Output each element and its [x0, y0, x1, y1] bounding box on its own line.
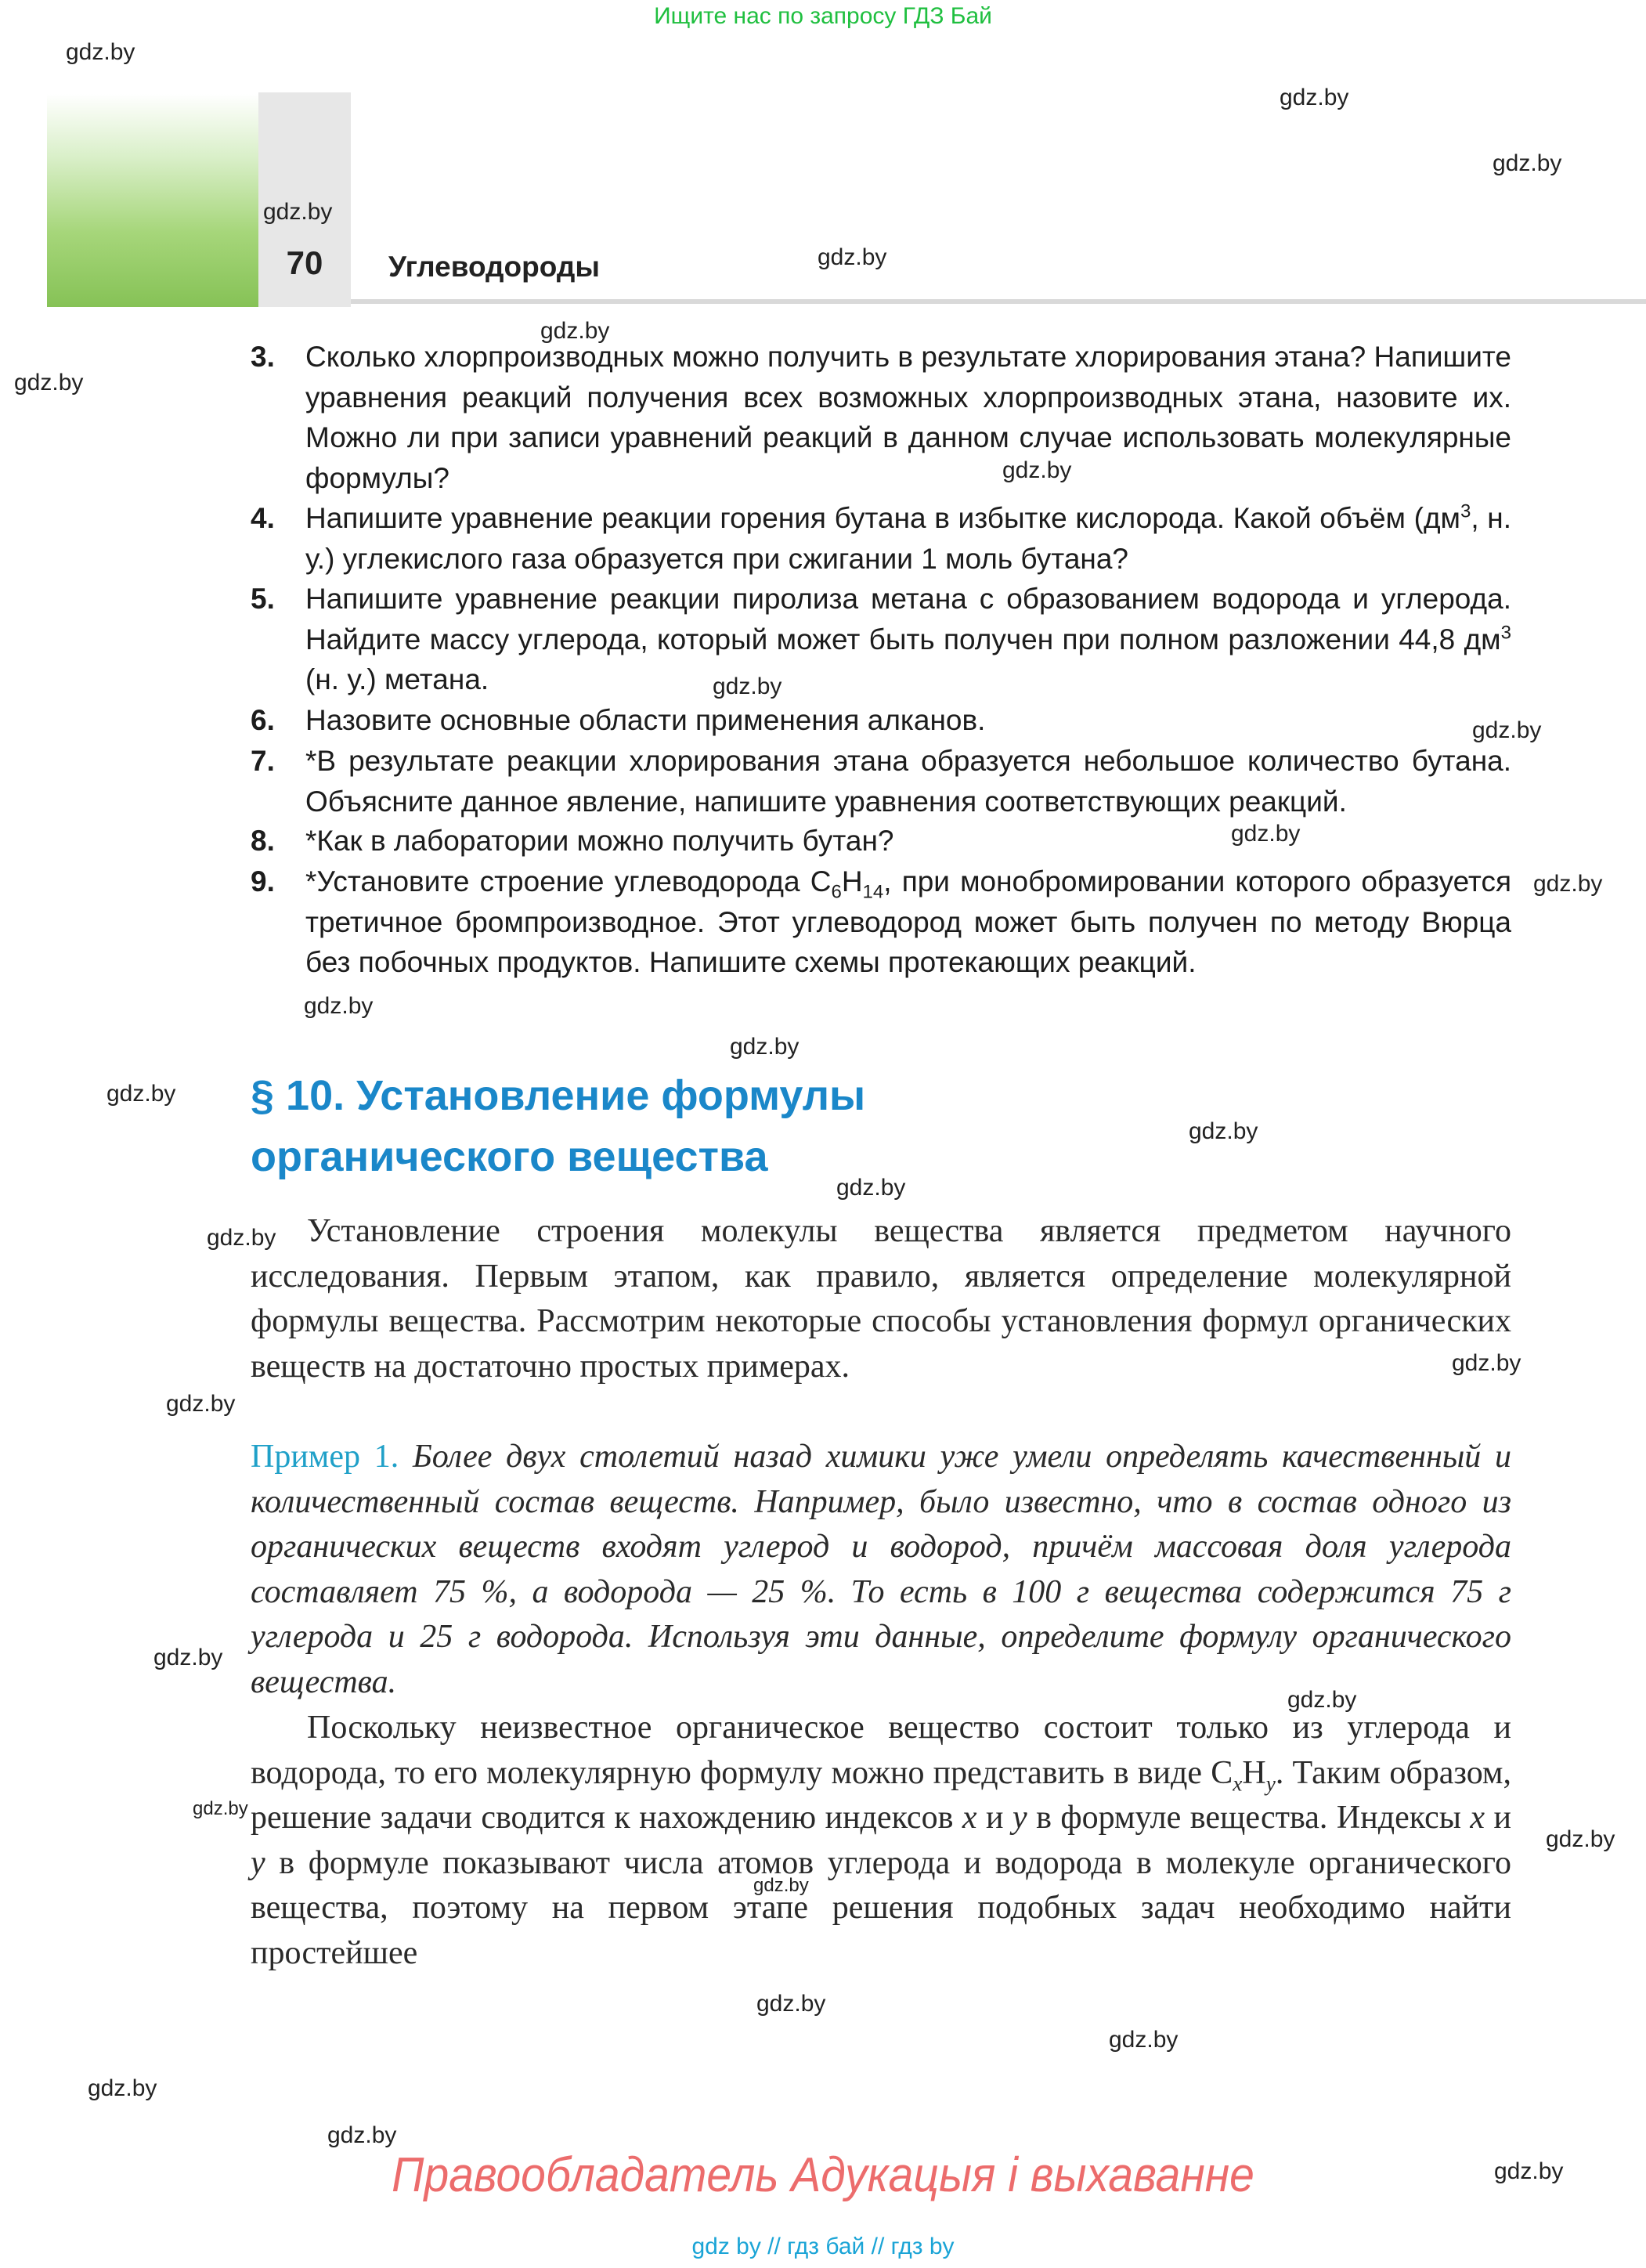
question-number: 3.: [251, 341, 275, 373]
watermark: gdz.by: [1533, 871, 1603, 897]
intro-paragraph: Установление строения молекулы вещества является предметом научного исследования. Первым этапом, как правило, является определение молекулярной формулы вещества. Рассмотрим некоторые способы установления формул органических веществ на достаточно простых примерах.: [251, 1213, 1511, 1385]
example-label: Пример 1.: [251, 1439, 399, 1475]
watermark: gdz.by: [1494, 2158, 1564, 2184]
watermark: gdz.by: [730, 1034, 800, 1060]
watermark: gdz.by: [818, 244, 887, 270]
watermark: gdz.by: [1189, 1118, 1258, 1144]
watermark: gdz.by: [1109, 2027, 1179, 2053]
question-number: 7.: [251, 745, 275, 777]
question-text: Сколько хлорпроизводных можно получить в результате хлорирования этана? Напишите уравнения реакций получения всех возможных хлорпроизводных этана, назовите их. Можно ли при записи уравнений реакций в данном случае использовать молекулярные формулы?: [305, 341, 1511, 494]
question-number: 6.: [251, 704, 275, 736]
watermark: gdz.by: [193, 1798, 248, 1819]
watermark: gdz.by: [304, 993, 374, 1019]
bottom-links[interactable]: gdz by // гдз бай // гдз by: [691, 2234, 955, 2259]
question-3: [251, 337, 1511, 498]
watermark: gdz.by: [540, 318, 610, 344]
question-5: [251, 579, 1511, 700]
watermark: gdz.by: [207, 1225, 276, 1251]
question-number: 5.: [251, 583, 275, 615]
watermark: gdz.by: [1493, 150, 1562, 176]
watermark: gdz.by: [14, 370, 84, 395]
question-text: *Установите строение углеводорода $C_6H_{14}$, при монобромировании которого образуется третичное бромпроизводное. Этот углеводород может быть получен по методу Вюрца без побочных продуктов. Напишите схемы протекающих реакций.: [305, 865, 1511, 978]
body-paragraph: Поскольку неизвестное органическое вещество состоит только из углерода и водорода, то его молекулярную формулу можно представить в виде $C_xH_y$. Таким образом, решение задачи сводится к нахождению индексов x и y в формуле вещества. Индексы x и y в формуле показывают числа атомов углерода и водорода в молекуле органического вещества, поэтому на первом этапе решения подобных задач необходимо найти простейшее: [251, 1710, 1512, 1971]
watermark: gdz.by: [88, 2075, 157, 2101]
page-number: 70: [286, 244, 323, 281]
question-4: [251, 498, 1511, 579]
watermark: gdz.by: [1002, 457, 1072, 483]
section-heading: [251, 1065, 865, 1187]
question-text: Напишите уравнение реакции пиролиза метана с образованием водорода и углерода. Найдите массу углерода, который может быть получен при полном разложении 44,8 $дм^3$ (н. у.) метана.: [305, 583, 1511, 695]
question-6: [251, 700, 1511, 741]
watermark: gdz.by: [66, 39, 135, 65]
watermark: gdz.by: [327, 2122, 397, 2148]
question-7: [251, 741, 1511, 822]
watermark: gdz.by: [836, 1175, 906, 1201]
question-number: 9.: [251, 865, 275, 897]
watermark: gdz.by: [1231, 821, 1301, 847]
question-8: [251, 821, 1511, 861]
section-heading-line2: органического вещества: [251, 1133, 768, 1180]
watermark: gdz.by: [1287, 1687, 1357, 1713]
example-text: Более двух столетий назад химики уже умели определять качественный и количественный состав веществ. Например, было известно, что в состав одного из органических веществ входят углерод и водород, причём массовая доля углерода составляет 75 %, а водорода — 25 %. То есть в 100 г вещества содержится 75 г углерода и 25 г водорода. Используя эти данные, определите формулу органического вещества.: [251, 1439, 1512, 1700]
watermark: gdz.by: [263, 199, 333, 225]
header-divider: [351, 299, 1646, 304]
watermark: gdz.by: [1546, 1826, 1615, 1852]
watermark: gdz.by: [106, 1081, 176, 1107]
example-paragraph: [251, 1435, 1511, 1705]
question-text: *В результате реакции хлорирования этана образуется небольшое количество бутана. Объясните данное явление, напишите уравнения соответствующих реакций.: [305, 745, 1511, 818]
watermark: gdz.by: [756, 1991, 826, 2017]
watermark: gdz.by: [1452, 1350, 1521, 1376]
watermark: gdz.by: [153, 1645, 223, 1670]
watermark: gdz.by: [1472, 717, 1542, 743]
top-banner: Ищите нас по запросу ГДЗ Бай: [654, 3, 992, 29]
section-heading-line1: § 10. Установление формулы: [251, 1072, 866, 1119]
copyright-footer: Правообладатель Адукацыя і выхаванне: [392, 2148, 1254, 2202]
watermark: gdz.by: [753, 1875, 809, 1896]
chapter-title: Углеводороды: [388, 251, 600, 283]
question-number: 4.: [251, 502, 275, 534]
question-9: [251, 861, 1511, 983]
watermark: gdz.by: [166, 1391, 236, 1417]
question-number: 8.: [251, 825, 275, 857]
question-text: Напишите уравнение реакции горения бутана в избытке кислорода. Какой объём ($дм^3$, н. у.) углекислого газа образуется при сжигании 1 моль бутана?: [305, 500, 1511, 575]
watermark: gdz.by: [713, 674, 782, 699]
question-text: *Как в лаборатории можно получить бутан?: [305, 825, 894, 857]
header-green-block: [47, 94, 258, 307]
watermark: gdz.by: [1280, 85, 1349, 110]
question-text: Назовите основные области применения алканов.: [305, 704, 986, 736]
